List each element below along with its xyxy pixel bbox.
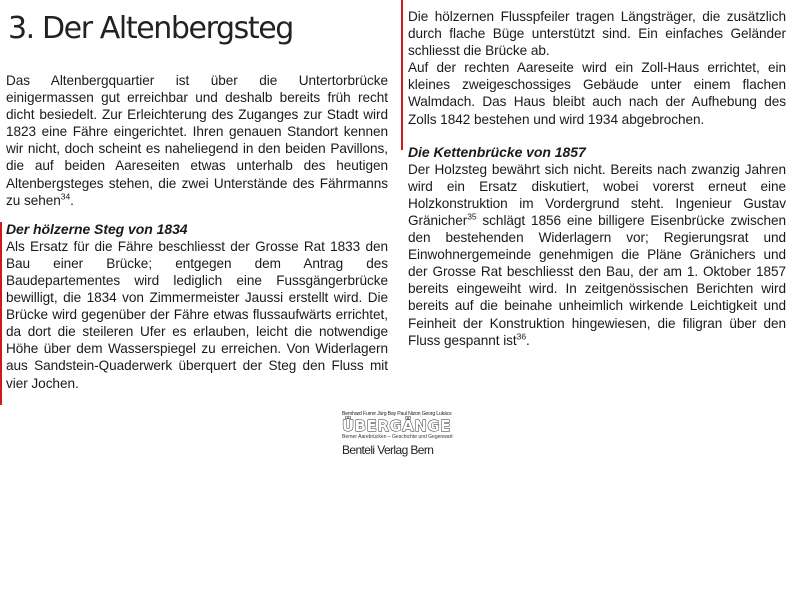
footnote-ref: 35 xyxy=(467,211,477,222)
section-heading: Der hölzerne Steg von 1834 xyxy=(6,220,188,237)
book-authors: Bernhard Furrer Jürg Bay Paul Nizon Georg Lukács xyxy=(342,411,452,417)
book-subtitle: Berner Aarebrücken – Geschichte und Gegenwart xyxy=(342,434,453,440)
book-title-logo: ÜBERGÄNGE xyxy=(342,417,451,435)
footnote-ref: 34 xyxy=(60,191,71,202)
publisher-name: Benteli Verlag Bern xyxy=(342,443,434,457)
section-heading: Die Kettenbrücke von 1857 xyxy=(408,143,586,160)
chain-bridge-text-b: schlägt 1856 eine billigere Eisenbrücke zwischen den bestehenden Widerlagern vor; Regierungsrat und Einwohnergemeinde genehmigen die Pläne Gränichers und der Grosse Rat beschliesst den Bau, der am 1. Oktober 1857 bereits eingeweiht wird. In zeitgenössischen Berichten wird bereits auf die beinahe unheimlich wirkende Leichtigkeit und Feinheit der Konstruktion hingewiesen, die filigran über den Fluss gespannt ist xyxy=(408,212,786,348)
chain-bridge-text-a: Der Holzsteg bewährt sich nicht. Bereits nach zwanzig Jahren wird ein Ersatz diskutiert, wobei vorerst erneut eine Holzkonstruktion im Vordergrund steht. Ingenieur Gustav Gränicher xyxy=(408,161,786,228)
margin-marker-left xyxy=(0,222,2,405)
intro-paragraph xyxy=(6,72,388,209)
book-credit xyxy=(342,411,460,458)
left-column xyxy=(6,0,388,392)
chapter-title: 3. Der Altenbergsteg xyxy=(8,11,293,46)
chain-bridge-end: . xyxy=(526,332,530,348)
section-paragraph: Als Ersatz für die Fähre beschliesst der Grosse Rat 1833 den Bau einer Brücke; entgegen dem Antrag des Baudepartementes wird lediglich eine Fussgängerbrücke bewilligt, die 1834 von Zimmermeister Jaussi erstellt wird. Die Brücke wird gegenüber der Fähre etwas flussaufwärts errichtet, da dort die steileren Ufer es erlauben, leicht die notwendige Höhe über dem Wasserspiegel zu erreichen. Von Widerlagern aus Sandstein-Quaderwerk überquert der Steg den Fluss mit vier Jochen. xyxy=(6,238,388,391)
footnote-ref: 36 xyxy=(516,331,527,342)
intro-text: Das Altenbergquartier ist über die Untertorbrücke einigermassen gut erreichbar und deshalb bereits früh recht dicht besiedelt. Zur Erleichterung des Zuganges zur Stadt wird 1823 eine Fähre eingerichtet. Ihren genauen Standort kennen wir nicht, doch scheint es naheliegend in den beiden Pavillons, die auf beiden Aareseiten etwas unterhalb des heutigen Altenbergsteges stehen, die zwei Unterstände des Fährmanns zu sehen xyxy=(6,73,388,208)
chain-bridge-paragraph xyxy=(408,161,786,349)
section-wooden-bridge xyxy=(6,221,388,392)
right-column xyxy=(408,0,786,349)
intro-end: . xyxy=(70,192,74,208)
toll-house-paragraph: Auf der rechten Aareseite wird ein Zoll-Haus errichtet, ein kleines zweigeschossiges Gebäude unter einem flachen Walmdach. Das Haus bleibt auch nach der Aufhebung des Zolls 1842 bestehen und wird 1934 abgebrochen. xyxy=(408,60,786,127)
margin-marker-right xyxy=(401,0,403,150)
pier-paragraph: Die hölzernen Flusspfeiler tragen Längsträger, die zusätzlich durch flache Büge unterstützt sind. Ein einfaches Geländer schliesst die Brücke ab. xyxy=(408,9,786,59)
